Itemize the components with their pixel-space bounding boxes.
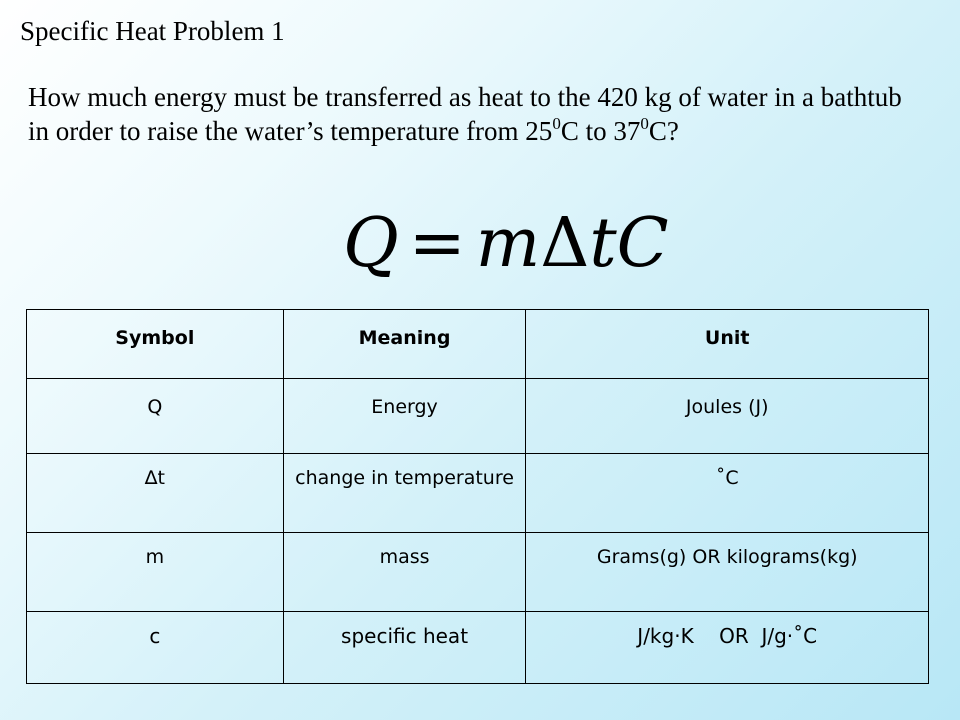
meaning-cell: specific heat <box>283 612 526 684</box>
table-row <box>27 379 929 454</box>
unit-cell: Joules (J) <box>526 379 929 454</box>
header-unit: Unit <box>526 310 929 379</box>
table-row <box>27 612 929 684</box>
symbol-cell: m <box>27 533 284 612</box>
degree-superscript-1: 0 <box>552 114 561 133</box>
meaning-cell: change in temperature <box>283 454 526 533</box>
symbol-cell: ∆t <box>27 454 284 533</box>
question-part-3: C? <box>648 116 679 146</box>
symbol-cell: Q <box>27 379 284 454</box>
question-text <box>28 80 928 148</box>
table-header-row <box>27 310 929 379</box>
unit-cell: J/kg·K OR J/g·˚C <box>526 612 929 684</box>
table-row <box>27 454 929 533</box>
formula-m: m <box>475 204 541 283</box>
symbol-table <box>26 309 929 684</box>
formula-q: Q <box>343 204 399 283</box>
unit-cell: ˚C <box>526 454 929 533</box>
formula-equals: = <box>408 204 466 283</box>
symbol-cell: c <box>27 612 284 684</box>
meaning-cell: mass <box>283 533 526 612</box>
degree-superscript-2: 0 <box>640 114 649 133</box>
question-part-2: C to 37 <box>560 116 641 146</box>
header-meaning: Meaning <box>283 310 526 379</box>
table-row <box>27 533 929 612</box>
meaning-cell: Energy <box>283 379 526 454</box>
heat-formula <box>343 204 669 284</box>
unit-cell: Grams(g) OR kilograms(kg) <box>526 533 929 612</box>
slide-title: Specific Heat Problem 1 <box>20 16 285 46</box>
question-part-1: How much energy must be transferred as heat to the 420 kg of water in a bathtub in order to raise the water’s temperature from 25 <box>28 82 902 146</box>
formula-t: t <box>589 204 617 283</box>
header-symbol: Symbol <box>27 310 284 379</box>
formula-delta: Δ <box>540 204 590 283</box>
formula-c: C <box>616 204 669 283</box>
